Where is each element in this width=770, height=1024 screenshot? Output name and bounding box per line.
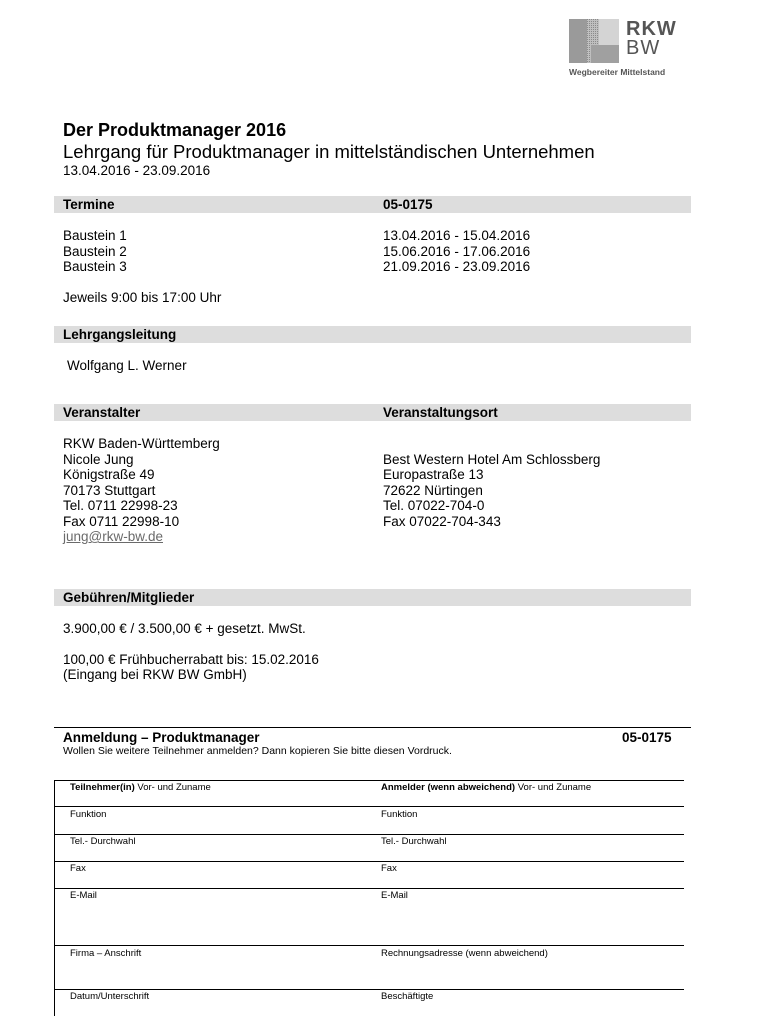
venue-line: 72622 Nürtingen: [383, 483, 483, 498]
form-row-divider: [54, 888, 684, 889]
module-label: Baustein 2: [63, 244, 127, 259]
field-label-email-registrant[interactable]: E-Mail: [381, 890, 408, 901]
module-dates: 21.09.2016 - 23.09.2016: [383, 259, 531, 274]
venue-line: Europastraße 13: [383, 467, 484, 482]
logo-text-rkw: RKW: [626, 18, 677, 40]
venue-line: Best Western Hotel Am Schlossberg: [383, 452, 601, 467]
course-code: 05-0175: [383, 197, 433, 212]
field-label-company-address[interactable]: Firma – Anschrift: [70, 948, 142, 959]
form-left-border: [54, 780, 55, 1016]
form-top-rule: [54, 727, 691, 728]
field-label-fax[interactable]: Fax: [70, 863, 86, 874]
field-label-phone[interactable]: Tel.- Durchwahl: [70, 836, 136, 847]
organizer-line: Fax 0711 22998-10: [63, 514, 180, 529]
section-heading-lehrgangsleitung: Lehrgangsleitung: [63, 327, 177, 342]
field-label-phone-registrant[interactable]: Tel.- Durchwahl: [381, 836, 447, 847]
field-label-funktion[interactable]: Funktion: [70, 809, 107, 820]
form-row-divider: [54, 806, 684, 807]
early-bird-note: (Eingang bei RKW BW GmbH): [63, 667, 247, 682]
section-heading-termine: Termine: [63, 197, 115, 212]
organizer-line: Königstraße 49: [63, 467, 155, 482]
daily-hours: Jeweils 9:00 bis 17:00 Uhr: [63, 290, 222, 305]
module-dates: 15.06.2016 - 17.06.2016: [383, 244, 531, 259]
page-subtitle: Lehrgang für Produktmanager in mittelständischen Unternehmen: [63, 141, 595, 162]
section-bar-termine: [54, 196, 691, 213]
form-row-divider: [54, 834, 684, 835]
form-row-divider: [54, 861, 684, 862]
organizer-line: Tel. 0711 22998-23: [63, 498, 178, 513]
form-row-divider: [54, 945, 684, 946]
field-label-funktion-registrant[interactable]: Funktion: [381, 809, 418, 820]
page-title: Der Produktmanager 2016: [63, 120, 287, 140]
section-heading-veranstalter: Veranstalter: [63, 405, 141, 420]
registration-code: 05-0175: [622, 730, 672, 745]
participant-name-label[interactable]: Teilnehmer(in) Vor- und Zuname: [70, 782, 211, 793]
organizer-line: Nicole Jung: [63, 452, 134, 467]
module-dates: 13.04.2016 - 15.04.2016: [383, 228, 531, 243]
form-row-divider: [54, 780, 684, 781]
field-label-email[interactable]: E-Mail: [70, 890, 97, 901]
field-label-date-signature[interactable]: Datum/Unterschrift: [70, 991, 150, 1002]
field-label-fax-registrant[interactable]: Fax: [381, 863, 397, 874]
section-heading-veranstaltungsort: Veranstaltungsort: [383, 405, 498, 420]
registration-note: Wollen Sie weitere Teilnehmer anmelden? Dann kopieren Sie bitte diesen Vordruck.: [63, 745, 452, 757]
form-row-divider: [54, 989, 684, 990]
registrant-name-label[interactable]: Anmelder (wenn abweichend) Vor- und Zuname: [381, 782, 592, 793]
registration-title: Anmeldung – Produktmanager: [63, 730, 260, 745]
field-label-billing-address[interactable]: Rechnungsadresse (wenn abweichend): [381, 948, 548, 959]
venue-line: Fax 07022-704-343: [383, 514, 501, 529]
course-leader-name: Wolfgang L. Werner: [67, 358, 187, 373]
logo-text-bw: BW: [626, 37, 661, 59]
organizer-line: 70173 Stuttgart: [63, 483, 156, 498]
section-bar-veranstalter: [54, 404, 691, 421]
venue-line: Tel. 07022-704-0: [383, 498, 485, 513]
organizer-line: RKW Baden-Württemberg: [63, 436, 220, 451]
module-label: Baustein 1: [63, 228, 127, 243]
fee-price: 3.900,00 € / 3.500,00 € + gesetzt. MwSt.: [63, 621, 306, 636]
module-label: Baustein 3: [63, 259, 127, 274]
rkw-logo-icon: [569, 19, 619, 63]
field-label-employees[interactable]: Beschäftigte: [381, 991, 434, 1002]
early-bird-discount: 100,00 € Frühbucherrabatt bis: 15.02.2016: [63, 652, 319, 667]
organizer-email-link[interactable]: jung@rkw-bw.de: [63, 529, 163, 544]
course-dates: 13.04.2016 - 23.09.2016: [63, 163, 211, 178]
logo-tagline: Wegbereiter Mittelstand: [569, 67, 666, 77]
section-heading-gebuehren: Gebühren/Mitglieder: [63, 590, 195, 605]
